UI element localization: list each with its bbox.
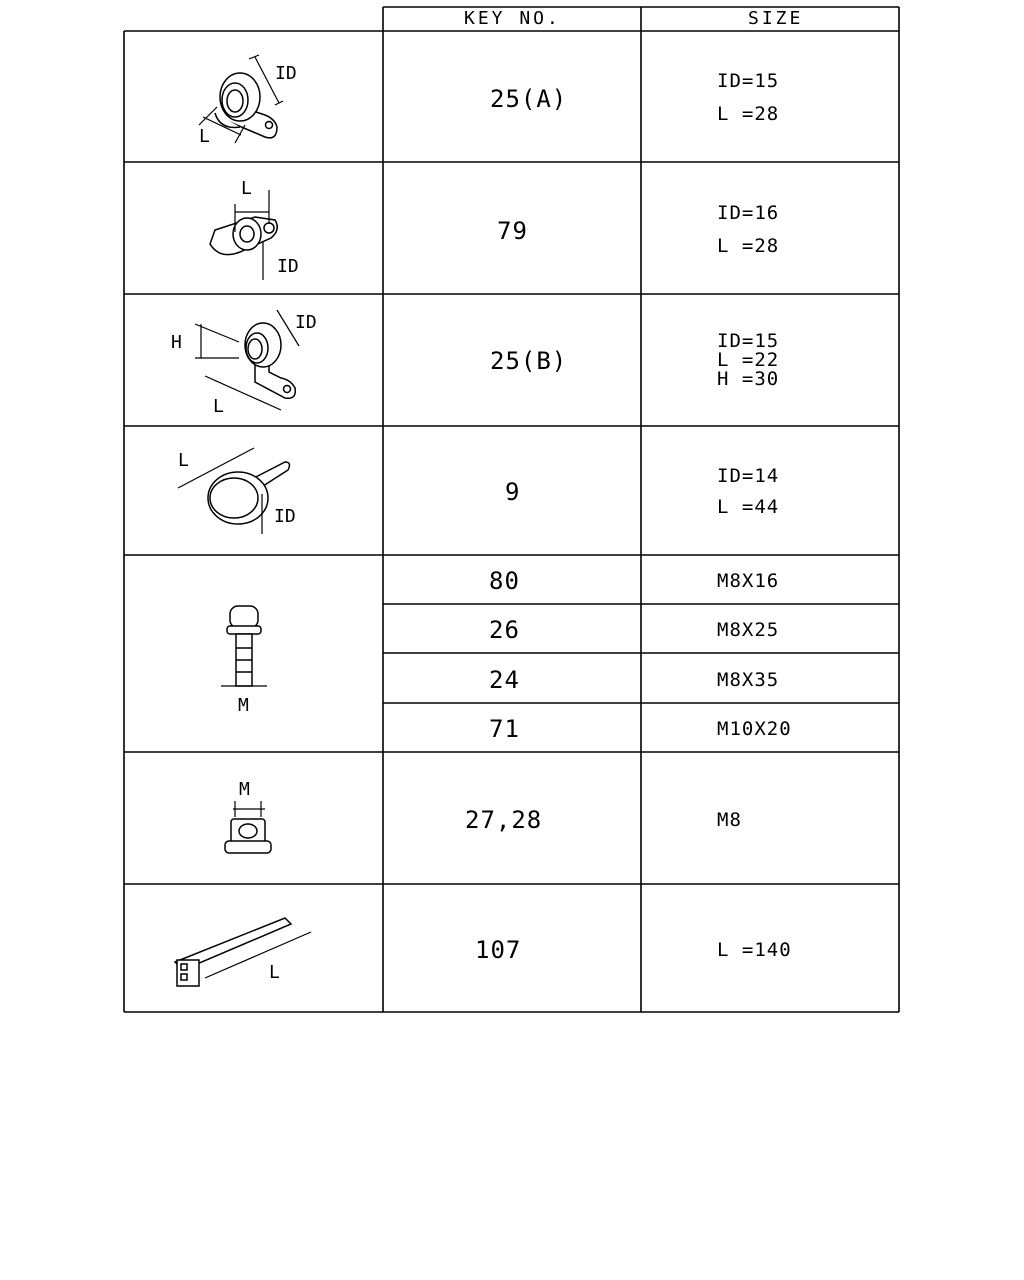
size-line: L =28 — [717, 103, 780, 125]
dim-label-h: H — [171, 332, 182, 353]
size-line: ID=16 — [717, 202, 780, 224]
flange-bolt-icon — [205, 600, 285, 720]
key-no: 27,28 — [465, 806, 543, 834]
raised-p-clamp-icon — [165, 300, 335, 425]
dim-label-l: L — [178, 450, 189, 471]
size-line: M8 — [717, 809, 742, 831]
key-no: 80 — [489, 567, 520, 595]
size-line: M8X25 — [717, 619, 780, 641]
size-line: ID=15 — [717, 330, 780, 352]
size-line: L =28 — [717, 235, 780, 257]
dim-label-id: ID — [295, 312, 317, 333]
dim-label-l: L — [241, 178, 252, 199]
dim-label-m: M — [239, 779, 250, 800]
cable-tie-icon — [165, 900, 325, 1000]
key-no: 71 — [489, 715, 520, 743]
header-size: SIZE — [748, 8, 804, 29]
key-no: 24 — [489, 666, 520, 694]
size-line: H =30 — [717, 368, 780, 390]
size-line: ID=14 — [717, 465, 780, 487]
dim-label-l: L — [269, 962, 280, 983]
dim-label-id: ID — [277, 256, 299, 277]
key-no: 9 — [505, 478, 521, 506]
band-clamp-icon — [170, 440, 320, 550]
p-clamp-icon — [185, 45, 325, 155]
size-line: L =22 — [717, 349, 780, 371]
key-no: 26 — [489, 616, 520, 644]
header-key-no: KEY NO. — [464, 8, 561, 29]
flange-nut-icon — [205, 775, 285, 865]
cushion-clamp-icon — [185, 172, 325, 292]
size-line: L =44 — [717, 496, 780, 518]
key-no: 107 — [475, 936, 522, 964]
dim-label-id: ID — [275, 63, 297, 84]
dim-label-l: L — [213, 396, 224, 417]
key-no: 25(A) — [490, 85, 568, 113]
size-line: M10X20 — [717, 718, 792, 740]
size-line: L =140 — [717, 939, 792, 961]
key-no: 79 — [497, 217, 528, 245]
key-no: 25(B) — [490, 347, 568, 375]
size-line: ID=15 — [717, 70, 780, 92]
dim-label-id: ID — [274, 506, 296, 527]
dim-label-m: M — [238, 695, 249, 716]
size-line: M8X16 — [717, 570, 780, 592]
dim-label-l: L — [199, 126, 210, 147]
size-line: M8X35 — [717, 669, 780, 691]
